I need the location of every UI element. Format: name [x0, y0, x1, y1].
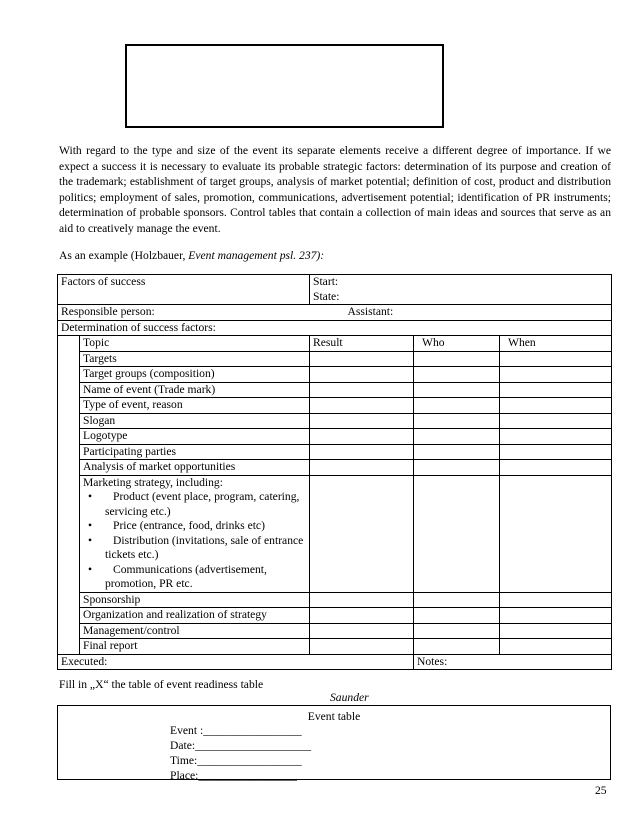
header-result: Result	[310, 336, 414, 352]
marketing-cell	[80, 475, 310, 592]
responsible-cell: Responsible person:	[58, 305, 310, 321]
factors-cell: Factors of success	[58, 275, 310, 290]
header-topic: Topic	[80, 336, 310, 352]
event-table	[57, 705, 611, 780]
table-row	[58, 444, 612, 460]
topic-cell: Name of event (Trade mark)	[80, 382, 310, 398]
time-field: Time:__________________	[170, 754, 302, 767]
example-reference	[59, 248, 324, 263]
fill-instruction: Fill in „X“ the table of event readiness table	[59, 678, 264, 691]
table-row	[58, 639, 612, 655]
page-number: 25	[595, 784, 607, 797]
table-row	[58, 475, 612, 592]
table-row	[58, 320, 612, 336]
table-row	[58, 275, 612, 290]
topic-cell: Slogan	[80, 413, 310, 429]
intro-paragraph: With regard to the type and size of the event its separate elements receive a different degree of importance. If we expect a success it is necessary to evaluate its probable strategic factors: determination of its purpose and creation of the trademark; establishment of target groups, analysis of market potential; definition of cost, product and distribution politics; employment of sales, promotion, communications, advertisement potential; identification of PR instruments; determination of probable sponsors. Control tables that contain a collection of main ideas and sources that serve as an aid to creatively manage the event.	[59, 144, 611, 235]
table-row	[58, 351, 612, 367]
marketing-list	[83, 490, 306, 592]
table-row	[58, 413, 612, 429]
topic-cell: Participating parties	[80, 444, 310, 460]
determination-cell: Determination of success factors:	[58, 320, 612, 336]
table-row	[58, 608, 612, 624]
state-cell: State:	[310, 290, 612, 305]
table-row	[58, 623, 612, 639]
table-row	[58, 398, 612, 414]
topic-cell: Organization and realization of strategy	[80, 608, 310, 624]
date-field: Date:____________________	[170, 739, 312, 752]
header-when: When	[500, 336, 612, 352]
topic-cell: Logotype	[80, 429, 310, 445]
assistant-cell: Assistant:	[310, 305, 612, 321]
marketing-title: Marketing strategy, including:	[83, 475, 223, 489]
executed-cell: Executed:	[58, 654, 414, 670]
place-field: Place:_________________	[170, 769, 297, 782]
event-field: Event :_________________	[170, 724, 302, 737]
topic-cell: Analysis of market opportunities	[80, 460, 310, 476]
notes-cell: Notes:	[414, 654, 612, 670]
topic-cell: Targets	[80, 351, 310, 367]
table-row	[58, 460, 612, 476]
table-row	[58, 382, 612, 398]
table-row	[58, 290, 612, 305]
success-factors-table	[57, 274, 612, 670]
header-who: Who	[414, 336, 500, 352]
example-prefix: As an example (Holzbauer,	[59, 249, 186, 262]
topic-cell: Sponsorship	[80, 592, 310, 608]
topic-cell: Target groups (composition)	[80, 367, 310, 383]
table-row	[58, 592, 612, 608]
table-header-row	[58, 336, 612, 352]
list-item: • Communications (advertisement, promotion, PR etc.	[83, 563, 306, 592]
table-row	[58, 654, 612, 670]
list-item: • Price (entrance, food, drinks etc)	[83, 519, 306, 534]
table-row	[58, 305, 612, 321]
list-item: • Product (event place, program, catering, servicing etc.)	[83, 490, 306, 519]
blank-frame	[125, 44, 444, 128]
list-item: • Distribution (invitations, sale of entrance tickets etc.)	[83, 534, 306, 563]
topic-cell: Management/control	[80, 623, 310, 639]
start-cell: Start:	[310, 275, 612, 290]
example-source: Event management psl. 237):	[188, 249, 325, 262]
topic-cell: Type of event, reason	[80, 398, 310, 414]
event-table-title: Event table	[307, 710, 361, 723]
table-row	[58, 367, 612, 383]
author-name: Saunder	[330, 691, 369, 704]
table-row	[58, 429, 612, 445]
topic-cell: Final report	[80, 639, 310, 655]
